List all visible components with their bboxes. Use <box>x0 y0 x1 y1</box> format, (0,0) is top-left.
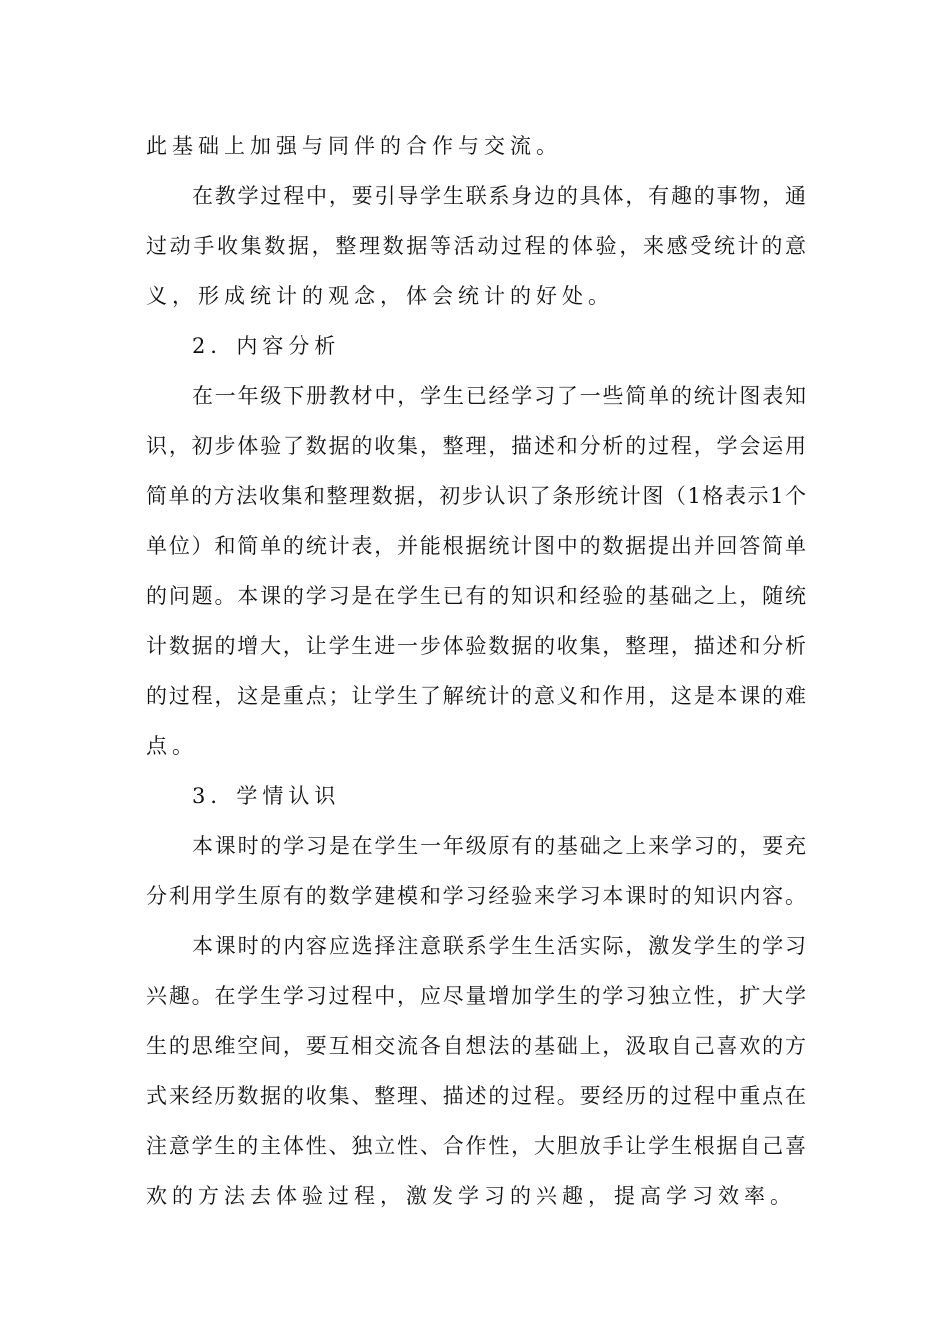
document-page <box>146 121 806 1221</box>
text-line: 生的思维空间，要互相交流各自想法的基础上，汲取自己喜欢的方 <box>146 1034 806 1058</box>
text-line: 分利用学生原有的数学建模和学习经验来学习本课时的知识内容。 <box>146 884 806 908</box>
text-line: 过动手收集数据，整理数据等活动过程的体验，来感受统计的意 <box>146 234 806 258</box>
text-line: 兴趣。在学生学习过程中，应尽量增加学生的学习独立性，扩大学 <box>146 984 806 1008</box>
text-line: 注意学生的主体性、独立性、合作性，大胆放手让学生根据自己喜 <box>146 1134 806 1158</box>
text-line: 义，形成统计的观念，体会统计的好处。 <box>146 284 614 308</box>
text-line: 欢的方法去体验过程，激发学习的兴趣，提高学习效率。 <box>146 1184 796 1208</box>
paragraph-first-line: 本课时的学习是在学生一年级原有的基础之上来学习的，要充 <box>192 834 806 858</box>
text-line: 识，初步体验了数据的收集，整理，描述和分析的过程，学会运用 <box>146 434 806 458</box>
text-line: 简单的方法收集和整理数据，初步认识了条形统计图（1格表示1个 <box>146 484 806 508</box>
text-line: 式来经历数据的收集、整理、描述的过程。要经历的过程中重点在 <box>146 1084 806 1108</box>
paragraph-first-line: 在一年级下册教材中，学生已经学习了一些简单的统计图表知 <box>192 384 806 408</box>
paragraph-first-line: 本课时的内容应选择注意联系学生生活实际，激发学生的学习 <box>192 934 806 958</box>
text-line: 计数据的增大，让学生进一步体验数据的收集，整理，描述和分析 <box>146 634 806 658</box>
section-heading-content-analysis: 2．内容分析 <box>192 334 341 358</box>
text-line: 的过程，这是重点；让学生了解统计的意义和作用，这是本课的难 <box>146 684 806 708</box>
section-heading-learning-situation: 3．学情认识 <box>192 784 341 808</box>
text-line: 此基础上加强与同伴的合作与交流。 <box>146 134 562 158</box>
text-line: 点。 <box>146 734 198 758</box>
text-line: 的问题。本课的学习是在学生已有的知识和经验的基础之上，随统 <box>146 584 806 608</box>
paragraph-first-line: 在教学过程中，要引导学生联系身边的具体，有趣的事物，通 <box>192 184 806 208</box>
text-line: 单位）和简单的统计表，并能根据统计图中的数据提出并回答简单 <box>146 534 806 558</box>
